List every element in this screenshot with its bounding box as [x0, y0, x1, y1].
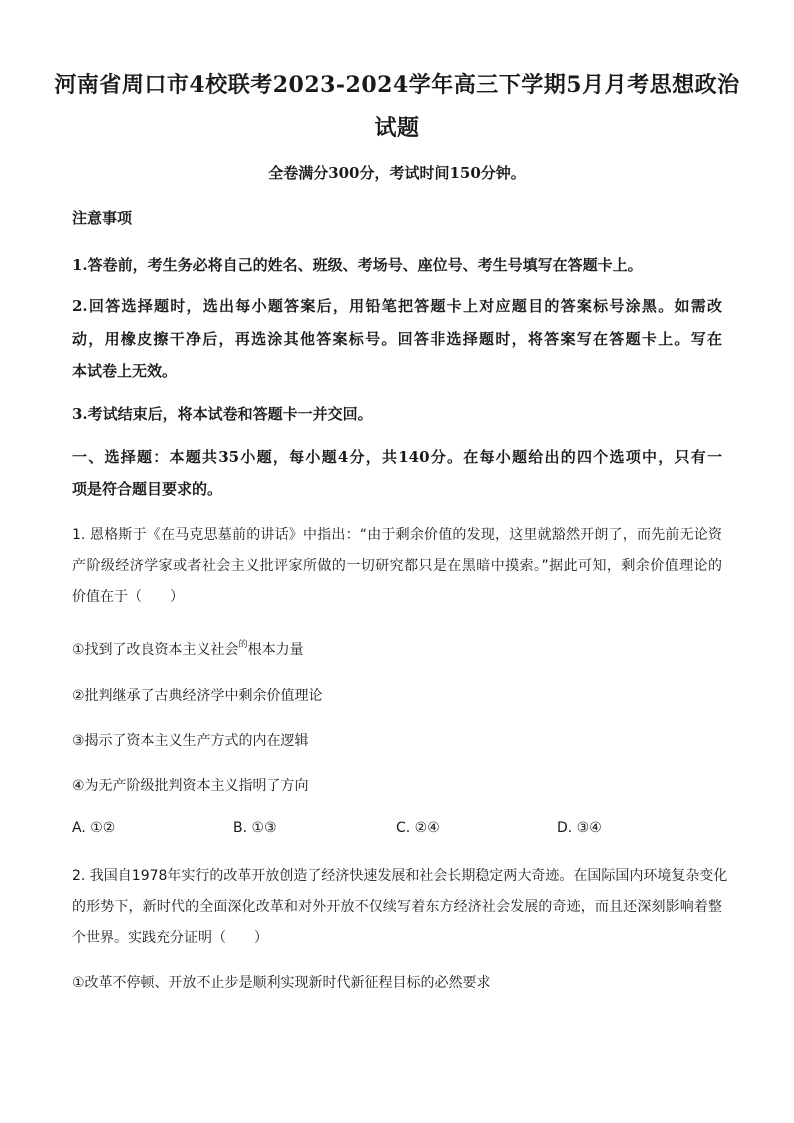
notice-item-3: 3.考试结束后，将本试卷和答题卡一并交回。	[72, 405, 373, 423]
question-1-stem-line3: 价值在于（ ）	[72, 589, 184, 605]
question-1-statement-2: ②批判继承了古典经济学中剩余价值理论	[72, 688, 323, 704]
question-2-stem-line1: 2. 我国自1978年实行的改革开放创造了经济快速发展和社会长期稳定两大奇迹。在国际国内环境复杂变化	[72, 868, 728, 884]
question-1-option-b: B. ①③	[233, 820, 277, 836]
notice-item-2-line1: 2.回答选择题时，选出每小题答案后，用铅笔把答题卡上对应题目的答案标号涂黑。如需改	[72, 297, 722, 315]
question-2-stem-line2: 的形势下，新时代的全面深化改革和对外开放不仅续写着东方经济社会发展的奇迹，而且还深刻影响着整	[72, 899, 722, 915]
notice-item-2-line2: 动，用橡皮擦干净后，再选涂其他答案标号。回答非选择题时，将答案写在答题卡上。写在	[72, 330, 722, 348]
statement-1-text-b: 根本力量	[247, 642, 304, 658]
question-1-statement-1	[72, 639, 304, 659]
statement-1-superscript: 的	[238, 640, 248, 650]
section1-instructions-line2: 项是符合题目要求的。	[72, 480, 223, 498]
section1-instructions-line1: 一、选择题：本题共35小题，每小题4分，共140分。在每小题给出的四个选项中，只有一	[72, 448, 722, 466]
exam-title-line1: 河南省周口市4校联考2023-2024学年高三下学期5月月考思想政治	[54, 72, 740, 98]
question-1-statement-4: ④为无产阶级批判资本主义指明了方向	[72, 778, 309, 794]
exam-score-time: 全卷满分300分，考试时间150分钟。	[268, 164, 526, 182]
statement-1-text-a: ①找到了改良资本主义社会	[72, 642, 239, 658]
notice-item-2-line3: 本试卷上无效。	[72, 362, 178, 380]
question-1-stem-line2: 产阶级经济学家或者社会主义批评家所做的一切研究都只是在黑暗中摸索。”据此可知，剩余价值理论的	[72, 558, 722, 574]
notice-heading: 注意事项	[72, 209, 133, 227]
question-2-stem-line3: 个世界。实践充分证明（ ）	[72, 930, 268, 946]
question-2-statement-1: ①改革不停顿、开放不止步是顺利实现新时代新征程目标的必然要求	[72, 975, 491, 991]
question-1-option-c: C. ②④	[396, 820, 440, 836]
exam-title-line2: 试题	[374, 115, 420, 141]
notice-item-1: 1.答卷前，考生务必将自己的姓名、班级、考场号、座位号、考生号填写在答题卡上。	[72, 256, 643, 274]
question-1-statement-3: ③揭示了资本主义生产方式的内在逻辑	[72, 733, 309, 749]
question-1-stem-line1: 1. 恩格斯于《在马克思墓前的讲话》中指出：“由于剩余价值的发现，这里就豁然开朗了，而先前无论资	[72, 527, 722, 543]
question-1-option-d: D. ③④	[557, 820, 602, 836]
question-1-option-a: A. ①②	[72, 820, 116, 836]
